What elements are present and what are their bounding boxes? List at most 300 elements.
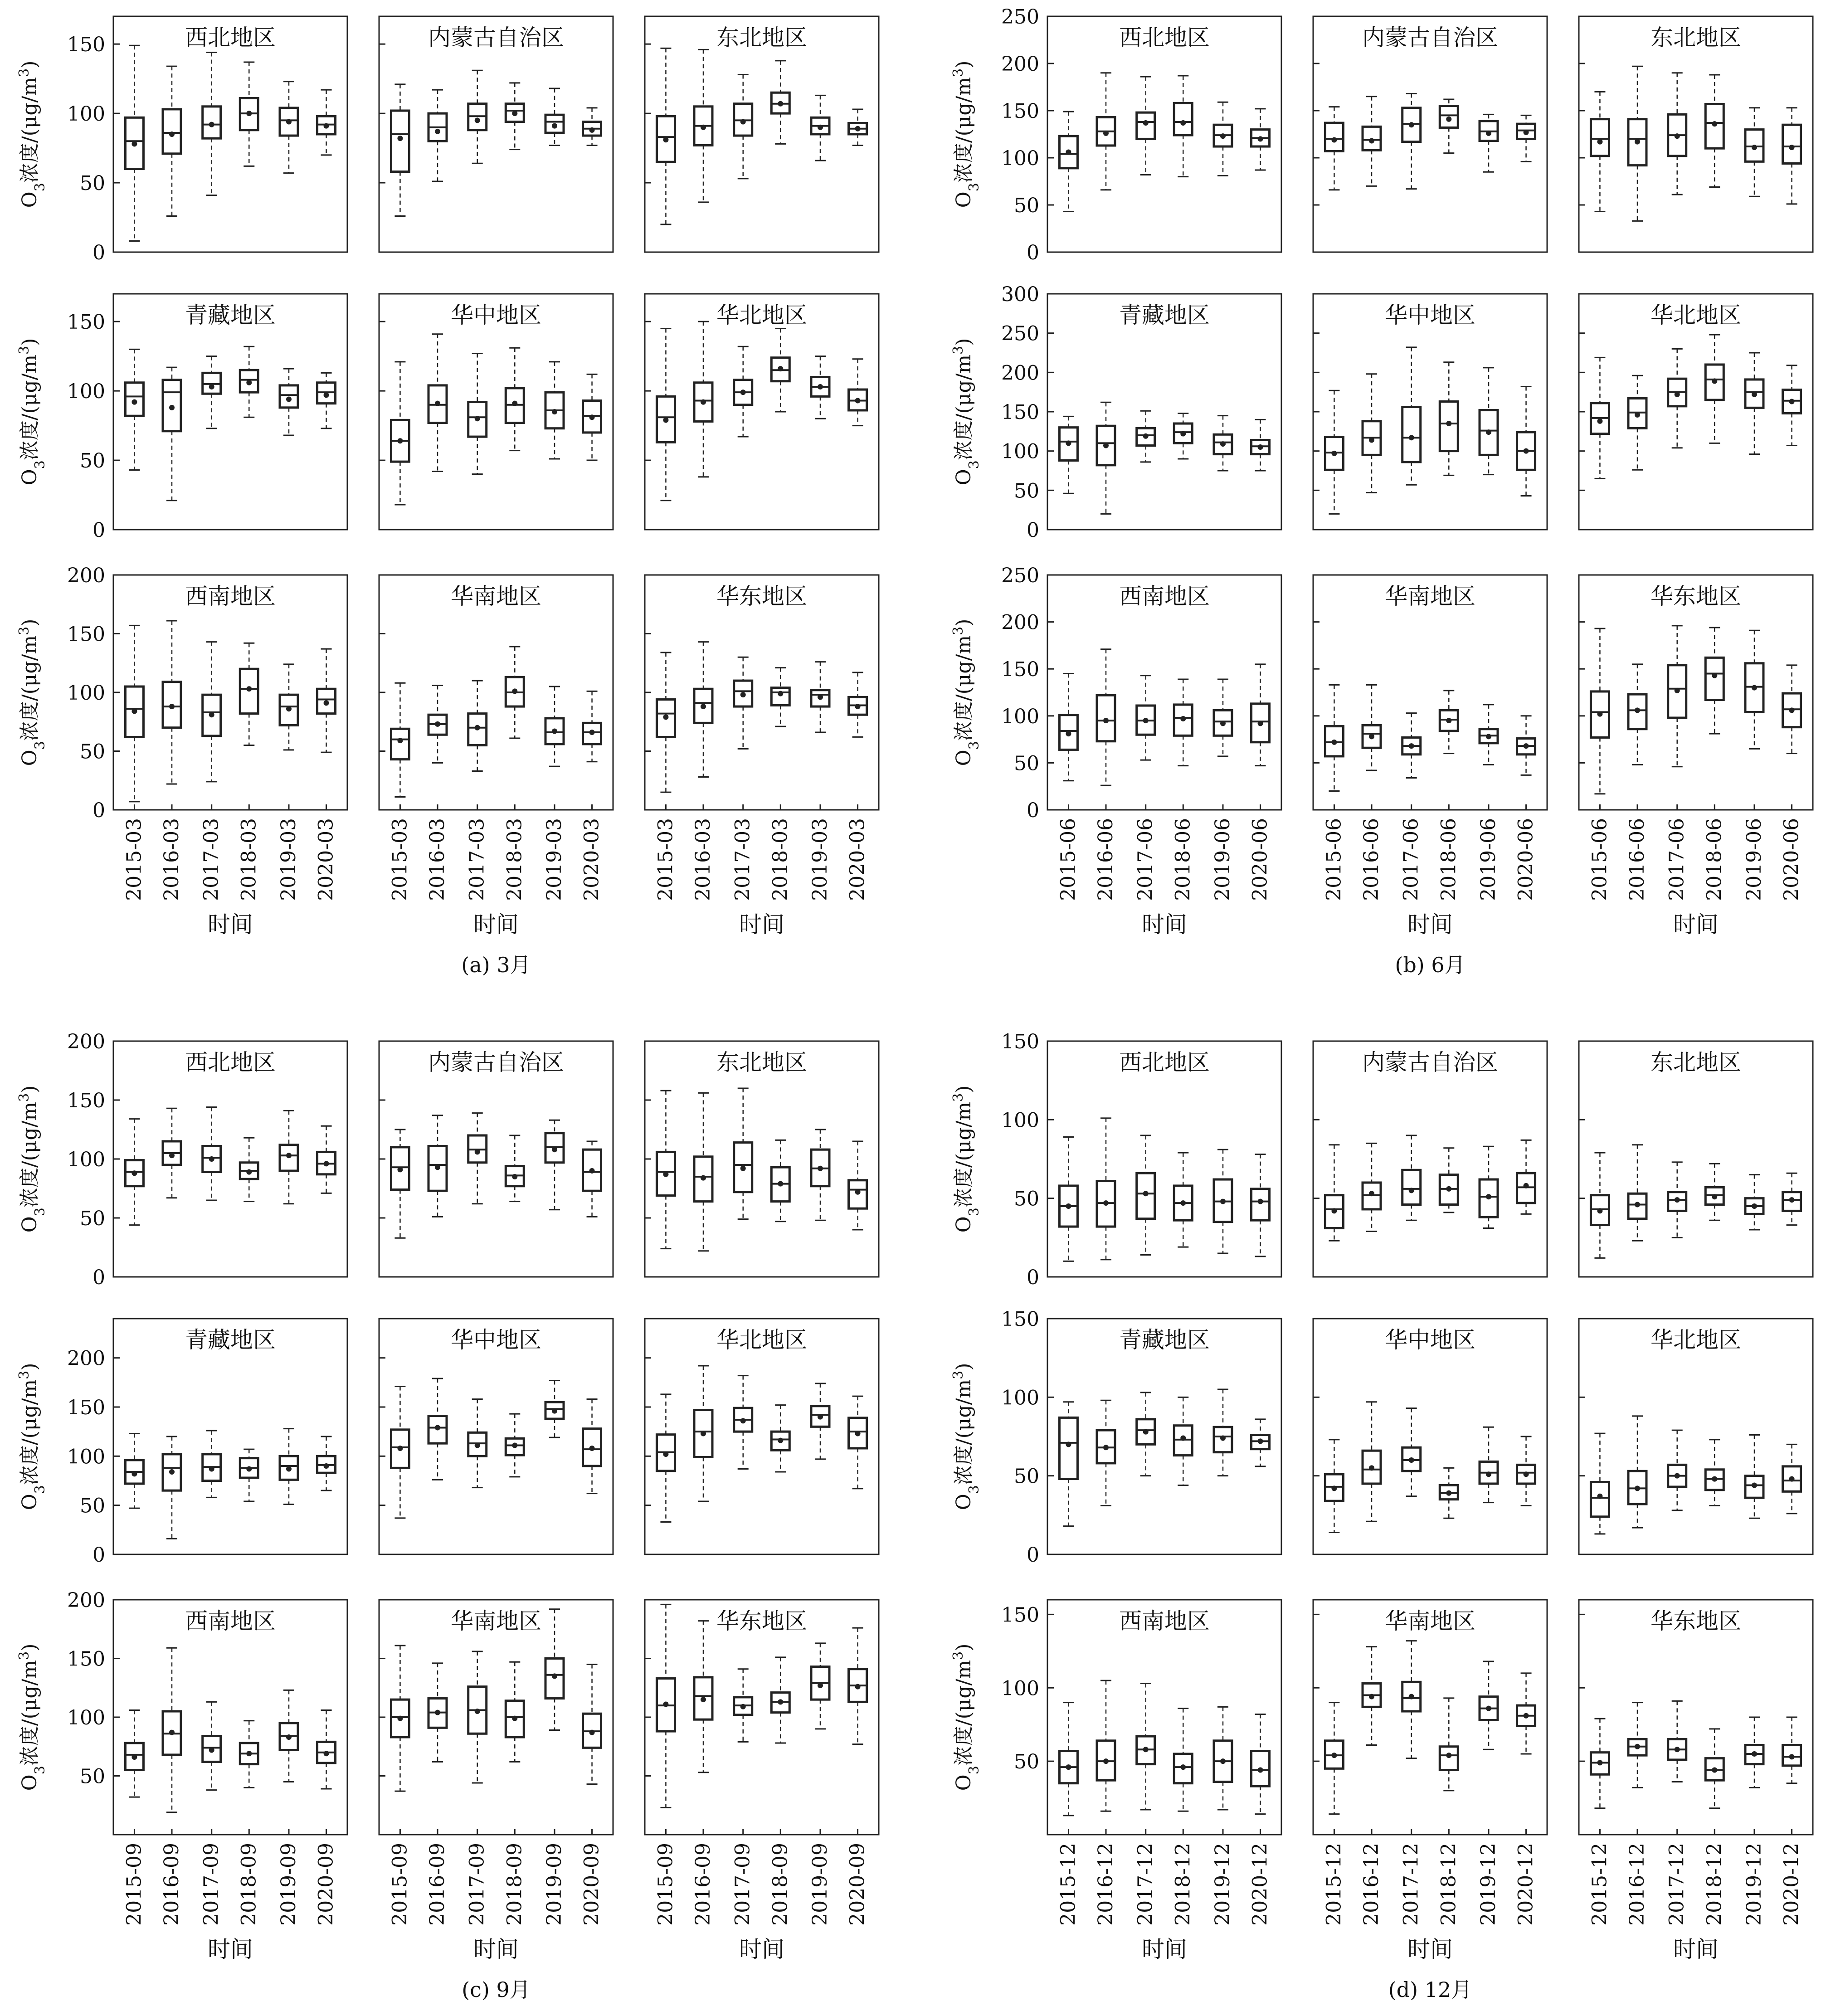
x-tick-label: 2020-06 [1780, 818, 1803, 901]
x-tick-label: 2019-03 [277, 818, 300, 901]
y-tick-label: 50 [80, 1207, 105, 1230]
y-tick-label: 200 [1001, 611, 1039, 634]
panel-title: 西北地区 [1119, 24, 1210, 51]
mean-marker [1258, 1438, 1263, 1444]
mean-marker [818, 125, 823, 130]
panel-title: 青藏地区 [1119, 302, 1210, 328]
mean-marker [397, 738, 403, 743]
x-tick-label: 2017-09 [200, 1843, 223, 1926]
mean-marker [740, 1418, 746, 1423]
mean-marker [778, 691, 783, 696]
mean-marker [1524, 743, 1529, 749]
x-tick-label: 2016-09 [426, 1843, 449, 1926]
mean-marker [1143, 433, 1149, 439]
y-tick-label: 150 [1001, 1603, 1039, 1627]
mean-marker [475, 1709, 480, 1714]
mean-marker [397, 438, 403, 443]
panel-title: 内蒙古自治区 [1362, 1049, 1498, 1076]
mean-marker [1789, 1197, 1795, 1203]
x-tick-label: 2016-09 [691, 1843, 715, 1926]
mean-marker [1789, 707, 1795, 713]
mean-marker [1524, 448, 1529, 454]
y-tick-label: 150 [67, 1089, 105, 1112]
y-axis-label: $O_3$浓度$/(\mu g/m^3)$ [950, 1363, 982, 1510]
y-tick-label: 0 [93, 1266, 105, 1289]
y-axis-label: $O_3$浓度$/(\mu g/m^3)$ [950, 60, 982, 208]
y-tick-label: 100 [67, 682, 105, 705]
mean-marker [855, 398, 861, 404]
mean-marker [1675, 688, 1680, 693]
y-tick-label: 50 [1014, 752, 1039, 775]
mean-marker [701, 1175, 706, 1181]
mean-marker [701, 125, 706, 130]
panel-caption: (a) 3月 [461, 953, 531, 977]
mean-marker [1258, 1768, 1263, 1773]
mean-marker [1258, 444, 1263, 450]
mean-marker [1446, 1490, 1451, 1496]
mean-marker [475, 725, 480, 730]
x-axis-label: 时间 [208, 1936, 253, 1962]
mean-marker [1712, 1476, 1717, 1482]
mean-marker [855, 1684, 861, 1690]
mean-marker [701, 704, 706, 709]
mean-marker [169, 1153, 175, 1158]
mean-marker [1180, 1435, 1186, 1441]
x-tick-label: 2019-12 [1477, 1843, 1500, 1926]
mean-marker [1066, 731, 1071, 736]
y-tick-label: 200 [67, 1347, 105, 1370]
mean-marker [589, 1730, 595, 1735]
mean-marker [131, 708, 137, 714]
mean-marker [1103, 131, 1109, 136]
panel-title: 内蒙古自治区 [428, 1049, 564, 1076]
mean-marker [324, 1161, 329, 1166]
panel-title: 西南地区 [1119, 583, 1210, 609]
mean-marker [1103, 718, 1109, 723]
mean-marker [1143, 1747, 1149, 1752]
mean-marker [1066, 1764, 1071, 1770]
x-axis-label: 时间 [1407, 911, 1453, 938]
mean-marker [1066, 1441, 1071, 1447]
x-tick-label: 2019-03 [543, 818, 566, 901]
mean-marker [818, 1166, 823, 1171]
mean-marker [1446, 1753, 1451, 1758]
mean-marker [1409, 122, 1414, 127]
mean-marker [740, 1704, 746, 1709]
mean-marker [286, 706, 292, 711]
panel-title: 内蒙古自治区 [1362, 24, 1498, 51]
y-tick-label: 100 [67, 1706, 105, 1729]
iqr-box [771, 688, 789, 706]
mean-marker [1180, 120, 1186, 126]
iqr-box [163, 109, 181, 154]
y-tick-label: 200 [67, 1589, 105, 1612]
x-tick-label: 2018-12 [1437, 1843, 1461, 1926]
mean-marker [1331, 1208, 1337, 1213]
panel-title: 西南地区 [1119, 1608, 1210, 1634]
x-tick-label: 2016-03 [426, 818, 449, 901]
mean-marker [1486, 131, 1491, 136]
x-tick-label: 2020-12 [1780, 1843, 1803, 1926]
panel-title: 内蒙古自治区 [428, 24, 564, 51]
panel-title: 华东地区 [1651, 1608, 1741, 1634]
mean-marker [663, 714, 668, 720]
panel-title: 华南地区 [1385, 583, 1475, 609]
y-tick-label: 150 [67, 1647, 105, 1671]
x-axis-label: 时间 [473, 1936, 519, 1962]
mean-marker [1331, 1485, 1337, 1491]
y-tick-label: 0 [93, 1544, 105, 1567]
x-tick-label: 2017-09 [731, 1843, 755, 1926]
mean-marker [1635, 1744, 1640, 1749]
y-axis-label: $O_3$浓度$/(\mu g/m^3)$ [950, 618, 982, 766]
mean-marker [1675, 1747, 1680, 1752]
mean-marker [1712, 378, 1717, 384]
mean-marker [1258, 721, 1263, 726]
mean-marker [131, 399, 137, 405]
mean-marker [1258, 1199, 1263, 1204]
panel-title: 华中地区 [451, 302, 541, 328]
iqr-box [1440, 401, 1458, 451]
x-tick-label: 2018-03 [237, 818, 261, 901]
y-tick-label: 0 [1027, 1266, 1039, 1289]
mean-marker [1331, 740, 1337, 745]
mean-marker [512, 401, 517, 406]
x-tick-label: 2019-06 [1211, 818, 1234, 901]
mean-marker [246, 1169, 252, 1175]
x-tick-label: 2016-12 [1094, 1843, 1117, 1926]
y-tick-label: 250 [1001, 322, 1039, 346]
mean-marker [1712, 1768, 1717, 1773]
y-axis-label: $O_3$浓度$/(\mu g/m^3)$ [16, 1643, 48, 1791]
panel-title: 西南地区 [185, 1608, 276, 1634]
mean-marker [246, 380, 252, 385]
mean-marker [1789, 399, 1795, 404]
mean-marker [1675, 1473, 1680, 1479]
mean-marker [1597, 1760, 1602, 1765]
mean-marker [1752, 1482, 1757, 1488]
mean-marker [1143, 1191, 1149, 1196]
x-tick-label: 2019-06 [1743, 818, 1766, 901]
x-tick-label: 2018-09 [769, 1843, 792, 1926]
y-tick-label: 150 [67, 311, 105, 334]
y-tick-label: 150 [67, 33, 105, 57]
x-tick-label: 2016-03 [160, 818, 183, 901]
y-axis-label: $O_3$浓度$/(\mu g/m^3)$ [16, 1363, 48, 1510]
mean-marker [209, 122, 214, 127]
mean-marker [1524, 130, 1529, 135]
y-tick-label: 50 [1014, 1187, 1039, 1211]
x-tick-label: 2015-06 [1588, 818, 1612, 901]
mean-marker [589, 1168, 595, 1174]
mean-marker [512, 1716, 517, 1721]
mean-marker [1635, 1202, 1640, 1208]
panel-title: 华南地区 [1385, 1608, 1475, 1634]
x-tick-label: 2018-09 [237, 1843, 261, 1926]
mean-marker [1258, 136, 1263, 141]
x-tick-label: 2018-03 [503, 818, 526, 901]
mean-marker [169, 405, 175, 410]
mean-marker [1524, 1471, 1529, 1477]
mean-marker [1103, 443, 1109, 448]
y-tick-label: 250 [1001, 564, 1039, 587]
mean-marker [1635, 139, 1640, 145]
y-tick-label: 50 [80, 172, 105, 195]
mean-marker [1220, 441, 1226, 447]
panel-title: 华东地区 [1651, 583, 1741, 609]
y-tick-label: 0 [93, 241, 105, 264]
mean-marker [589, 730, 595, 735]
mean-marker [701, 399, 706, 405]
mean-marker [246, 686, 252, 691]
mean-marker [589, 1446, 595, 1451]
mean-marker [1220, 1199, 1226, 1204]
x-tick-label: 2019-09 [808, 1843, 832, 1926]
mean-marker [475, 1443, 480, 1448]
panel-title: 华北地区 [716, 302, 807, 328]
mean-marker [435, 129, 440, 134]
mean-marker [552, 728, 557, 734]
y-tick-label: 150 [1001, 658, 1039, 682]
mean-marker [1635, 1485, 1640, 1491]
y-tick-label: 100 [1001, 1386, 1039, 1410]
x-tick-label: 2018-09 [503, 1843, 526, 1926]
mean-marker [1369, 1191, 1374, 1196]
mean-marker [1446, 117, 1451, 122]
x-tick-label: 2015-09 [122, 1843, 146, 1926]
x-tick-label: 2017-03 [200, 818, 223, 901]
x-tick-label: 2015-12 [1322, 1843, 1346, 1926]
x-tick-label: 2017-12 [1399, 1843, 1423, 1926]
mean-marker [324, 1463, 329, 1469]
mean-marker [1712, 673, 1717, 678]
x-tick-label: 2017-06 [1134, 818, 1157, 901]
mean-marker [855, 126, 861, 131]
x-tick-label: 2016-09 [160, 1843, 183, 1926]
mean-marker [131, 1471, 137, 1476]
y-tick-label: 200 [1001, 361, 1039, 385]
mean-marker [855, 1431, 861, 1437]
panel-title: 东北地区 [1651, 24, 1741, 51]
mean-marker [1103, 1445, 1109, 1450]
x-tick-label: 2020-06 [1248, 818, 1272, 901]
x-tick-label: 2020-09 [846, 1843, 869, 1926]
y-tick-label: 50 [80, 1765, 105, 1788]
x-tick-label: 2015-03 [122, 818, 146, 901]
x-tick-label: 2015-09 [654, 1843, 677, 1926]
mean-marker [1066, 1203, 1071, 1209]
mean-marker [1486, 429, 1491, 435]
y-axis-label: $O_3$浓度$/(\mu g/m^3)$ [950, 1643, 982, 1791]
mean-marker [818, 1683, 823, 1688]
x-axis-label: 时间 [739, 911, 784, 938]
y-tick-label: 200 [67, 1030, 105, 1053]
mean-marker [818, 384, 823, 390]
mean-marker [246, 1466, 252, 1472]
mean-marker [435, 1164, 440, 1170]
mean-marker [1331, 451, 1337, 456]
x-tick-label: 2016-06 [1360, 818, 1383, 901]
mean-marker [475, 416, 480, 421]
mean-marker [435, 1425, 440, 1431]
mean-marker [778, 1699, 783, 1704]
mean-marker [1597, 419, 1602, 424]
x-tick-label: 2019-06 [1477, 818, 1500, 901]
mean-marker [1180, 1200, 1186, 1206]
y-tick-label: 0 [1027, 519, 1039, 542]
y-tick-label: 50 [1014, 194, 1039, 217]
x-tick-label: 2018-06 [1171, 818, 1195, 901]
mean-marker [818, 1414, 823, 1420]
x-axis-label: 时间 [1407, 1936, 1453, 1962]
mean-marker [778, 1181, 783, 1187]
mean-marker [1789, 145, 1795, 150]
mean-marker [1752, 685, 1757, 691]
panel-title: 东北地区 [716, 1049, 807, 1076]
mean-marker [286, 1466, 292, 1472]
panel-title: 西南地区 [185, 583, 276, 609]
mean-marker [1789, 1476, 1795, 1482]
mean-marker [778, 366, 783, 371]
mean-marker [246, 1751, 252, 1756]
iqr-box [125, 383, 143, 416]
y-tick-label: 150 [1001, 401, 1039, 424]
y-tick-label: 150 [67, 623, 105, 646]
mean-marker [1143, 718, 1149, 723]
mean-marker [1103, 1200, 1109, 1206]
y-tick-label: 50 [80, 740, 105, 764]
mean-marker [740, 692, 746, 697]
mean-marker [397, 136, 403, 141]
iqr-box [280, 385, 298, 408]
mean-marker [1524, 1713, 1529, 1719]
mean-marker [1220, 1758, 1226, 1764]
y-tick-label: 50 [1014, 1465, 1039, 1488]
mean-marker [1597, 1494, 1602, 1499]
mean-marker [1143, 120, 1149, 126]
panel-title: 华中地区 [1385, 302, 1475, 328]
x-axis-label: 时间 [1142, 911, 1187, 938]
y-tick-label: 300 [1001, 283, 1039, 306]
mean-marker [1635, 412, 1640, 418]
x-tick-label: 2017-03 [731, 818, 755, 901]
mean-marker [1446, 421, 1451, 426]
mean-marker [1752, 145, 1757, 150]
panel-title: 青藏地区 [185, 1327, 276, 1353]
y-tick-label: 50 [80, 1494, 105, 1518]
mean-marker [589, 414, 595, 420]
mean-marker [435, 721, 440, 727]
iqr-box [1251, 1189, 1270, 1220]
mean-marker [1675, 1197, 1680, 1203]
y-tick-label: 100 [1001, 1677, 1039, 1700]
mean-marker [1486, 1194, 1491, 1199]
mean-marker [286, 119, 292, 124]
mean-marker [1220, 133, 1226, 139]
y-tick-label: 100 [1001, 1109, 1039, 1132]
y-axis-label: $O_3$浓度$/(\mu g/m^3)$ [16, 338, 48, 486]
y-tick-label: 0 [1027, 1544, 1039, 1567]
mean-marker [512, 1174, 517, 1179]
x-tick-label: 2017-03 [465, 818, 489, 901]
mean-marker [1180, 1764, 1186, 1770]
mean-marker [1675, 133, 1680, 139]
y-tick-label: 100 [67, 102, 105, 126]
iqr-box [391, 111, 409, 172]
iqr-box [1783, 125, 1801, 163]
x-tick-label: 2016-12 [1360, 1843, 1383, 1926]
mean-marker [740, 390, 746, 395]
mean-marker [435, 1710, 440, 1715]
y-tick-label: 0 [93, 519, 105, 542]
panel-title: 华北地区 [716, 1327, 807, 1353]
y-tick-label: 50 [1014, 1750, 1039, 1774]
mean-marker [552, 409, 557, 414]
mean-marker [209, 384, 214, 390]
iqr-box [1402, 1170, 1421, 1204]
x-tick-label: 2015-12 [1057, 1843, 1080, 1926]
mean-marker [1369, 138, 1374, 144]
mean-marker [1712, 121, 1717, 127]
mean-marker [1635, 707, 1640, 713]
x-axis-label: 时间 [1142, 1936, 1187, 1962]
y-tick-label: 150 [67, 1396, 105, 1419]
mean-marker [1369, 1694, 1374, 1699]
mean-marker [1486, 1706, 1491, 1711]
iqr-box [1325, 123, 1343, 151]
x-tick-label: 2017-09 [465, 1843, 489, 1926]
panel-title: 华南地区 [451, 583, 541, 609]
mean-marker [324, 1751, 329, 1756]
panel-title: 华南地区 [451, 1608, 541, 1634]
x-tick-label: 2017-12 [1665, 1843, 1689, 1926]
iqr-box [1059, 1417, 1077, 1479]
x-tick-label: 2020-06 [1514, 818, 1538, 901]
x-tick-label: 2016-03 [691, 818, 715, 901]
panel-title: 华东地区 [716, 583, 807, 609]
x-tick-label: 2020-03 [314, 818, 338, 901]
mean-marker [397, 1716, 403, 1721]
mean-marker [1220, 721, 1226, 726]
y-axis-label: $O_3$浓度$/(\mu g/m^3)$ [950, 338, 982, 486]
x-tick-label: 2020-09 [314, 1843, 338, 1926]
panel-title: 青藏地区 [1119, 1327, 1210, 1353]
y-tick-label: 150 [1001, 1030, 1039, 1053]
mean-marker [512, 1443, 517, 1448]
y-tick-label: 200 [1001, 53, 1039, 76]
y-axis-label: $O_3$浓度$/(\mu g/m^3)$ [16, 60, 48, 208]
mean-marker [701, 1431, 706, 1437]
mean-marker [209, 712, 214, 717]
mean-marker [1752, 1751, 1757, 1757]
iqr-box [1440, 1747, 1458, 1770]
mean-marker [1712, 1194, 1717, 1199]
x-tick-label: 2016-12 [1626, 1843, 1649, 1926]
mean-marker [286, 1153, 292, 1158]
x-axis-label: 时间 [1673, 911, 1719, 938]
mean-marker [1752, 1203, 1757, 1209]
mean-marker [1143, 1429, 1149, 1435]
mean-marker [1180, 716, 1186, 721]
y-tick-label: 100 [67, 1148, 105, 1171]
mean-marker [1066, 440, 1071, 446]
mean-marker [1103, 1758, 1109, 1764]
mean-marker [778, 1438, 783, 1443]
mean-marker [663, 1451, 668, 1457]
mean-marker [552, 1408, 557, 1414]
x-tick-label: 2019-12 [1743, 1843, 1766, 1926]
y-tick-label: 100 [67, 1445, 105, 1469]
